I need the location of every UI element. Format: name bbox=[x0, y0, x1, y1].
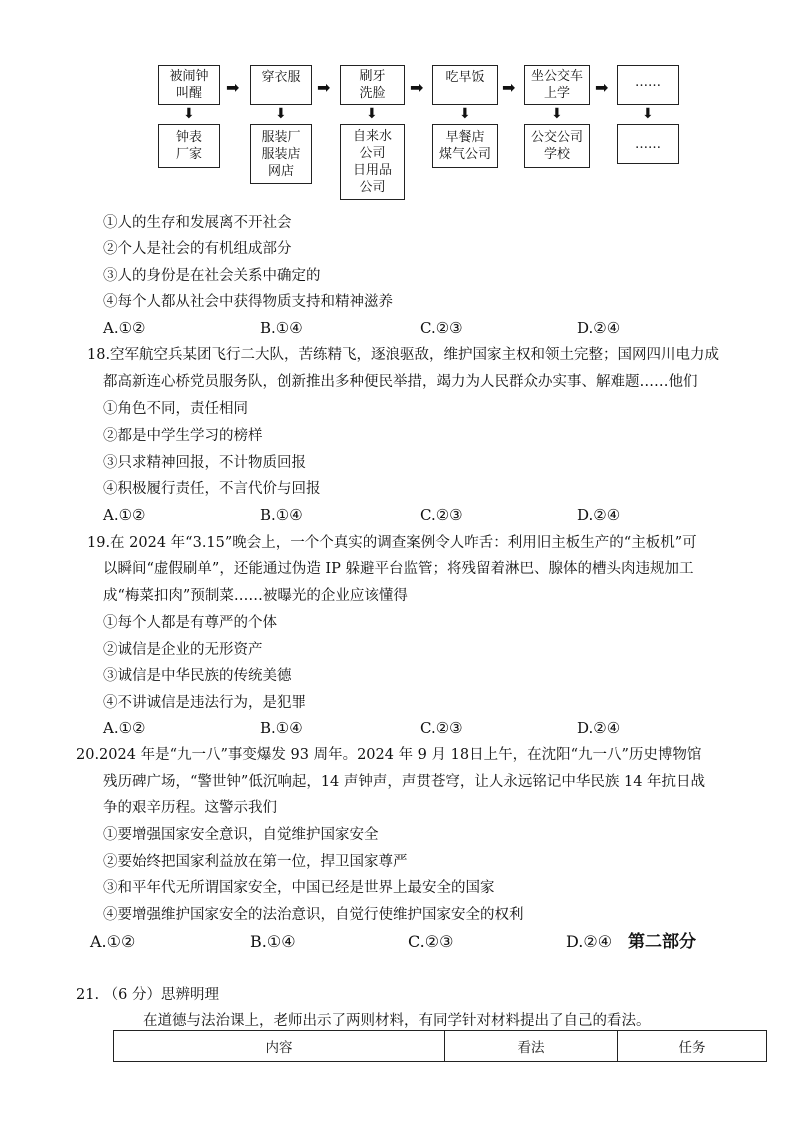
flow-bottom-box-2 bbox=[250, 124, 312, 184]
arrow-down-icon: ⬇ bbox=[459, 106, 471, 122]
option-c[interactable]: C.②③ bbox=[420, 506, 463, 524]
q17-options bbox=[103, 318, 663, 338]
flow-bottom-text: 服装厂 服装店 网店 bbox=[261, 129, 301, 179]
option-d[interactable]: D.②④ bbox=[577, 319, 621, 337]
q17-statement-3: ③人的身份是在社会关系中确定的 bbox=[103, 268, 321, 284]
flow-top-box-5 bbox=[524, 65, 590, 105]
q20-stem-line-2: 残历碑广场，“警世钟”低沉响起，14 声钟声，声贯苍穹，让人永远铭记中华民族 14 年抗日战 bbox=[103, 774, 706, 790]
q20-statement-2: ②要始终把国家利益放在第一位，捍卫国家尊严 bbox=[103, 854, 408, 870]
q19-options bbox=[103, 718, 663, 738]
table-header-row bbox=[114, 1031, 767, 1062]
q17-statement-1: ①人的生存和发展离不开社会 bbox=[103, 215, 292, 231]
q19-statement-1: ①每个人都是有尊严的个体 bbox=[103, 615, 277, 631]
q18-statement-1: ①角色不同，责任相同 bbox=[103, 401, 248, 417]
arrow-right-icon: ➡ bbox=[502, 78, 516, 97]
arrow-right-icon: ➡ bbox=[226, 78, 240, 97]
q18-statement-2: ②都是中学生学习的榜样 bbox=[103, 428, 263, 444]
q20-statement-4: ④要增强维护国家安全的法治意识，自觉行使维护国家安全的权利 bbox=[103, 907, 524, 923]
option-b[interactable]: B.①④ bbox=[260, 319, 303, 337]
q19-stem-line-2: 以瞬间“虚假刷单”，还能通过伪造 IP 躲避平台监管；将残留着淋巴、腺体的槽头肉违规加工 bbox=[103, 561, 694, 577]
q21-intro: 在道德与法治课上，老师出示了两则材料，有同学针对材料提出了自己的看法。 bbox=[143, 1013, 651, 1029]
flow-top-text: 坐公交车 上学 bbox=[530, 69, 583, 101]
arrow-down-icon: ⬇ bbox=[366, 106, 378, 122]
q20-stem-line-1: 20.2024 年是“九一八”事变爆发 93 周年。2024 年 9 月 18日上午，在沈阳“九一八”历史博物馆 bbox=[76, 747, 702, 763]
flow-bottom-box-5 bbox=[524, 124, 590, 168]
flow-top-box-4 bbox=[432, 65, 498, 105]
flow-top-text: 刷牙 洗脸 bbox=[359, 69, 386, 101]
option-d[interactable]: D.②④ bbox=[577, 506, 621, 524]
flow-top-box-6 bbox=[617, 65, 679, 105]
flow-top-text: 被闹钟 叫醒 bbox=[169, 69, 209, 101]
flow-top-box-3 bbox=[340, 65, 405, 105]
q19-statement-3: ③诚信是中华民族的传统美德 bbox=[103, 668, 292, 684]
arrow-down-icon: ⬇ bbox=[183, 106, 195, 122]
q20-stem-line-3: 争的艰辛历程。这警示我们 bbox=[103, 800, 277, 816]
flow-top-box-2 bbox=[250, 65, 312, 105]
q20-statement-3: ③和平年代无所谓国家安全，中国已经是世界上最安全的国家 bbox=[103, 880, 495, 896]
q18-stem-line-1: 18.空军航空兵某团飞行二大队，苦练精飞，逐浪驱敌，维护国家主权和领土完整；国网四川电力成 bbox=[87, 347, 720, 363]
arrow-down-icon: ⬇ bbox=[642, 106, 654, 122]
q20-options bbox=[90, 932, 720, 954]
q18-statement-4: ④积极履行责任，不言代价与回报 bbox=[103, 481, 321, 497]
table-header-opinion: 看法 bbox=[445, 1031, 618, 1062]
table-header-content: 内容 bbox=[114, 1031, 445, 1062]
option-a[interactable]: A.①② bbox=[103, 319, 146, 337]
option-c[interactable]: C.②③ bbox=[420, 719, 463, 737]
q21-title: 21. （6 分）思辨明理 bbox=[76, 987, 220, 1003]
flow-bottom-box-3 bbox=[340, 124, 405, 200]
arrow-right-icon: ➡ bbox=[595, 78, 609, 97]
q18-options bbox=[103, 505, 663, 525]
option-a[interactable]: A.①② bbox=[103, 506, 146, 524]
option-a[interactable]: A.①② bbox=[90, 932, 136, 951]
option-b[interactable]: B.①④ bbox=[250, 932, 296, 951]
flow-bottom-text: 自来水 公司 日用品 公司 bbox=[352, 129, 392, 195]
option-a[interactable]: A.①② bbox=[103, 719, 146, 737]
q18-statement-3: ③只求精神回报，不计物质回报 bbox=[103, 455, 306, 471]
arrow-down-icon: ⬇ bbox=[275, 106, 287, 122]
option-c[interactable]: C.②③ bbox=[420, 319, 463, 337]
q21-table bbox=[113, 1030, 767, 1062]
flow-bottom-text: …… bbox=[635, 136, 661, 152]
flow-bottom-text: 早餐店 煤气公司 bbox=[438, 130, 491, 162]
option-d[interactable]: D.②④ bbox=[566, 932, 613, 951]
q19-statement-4: ④不讲诚信是违法行为，是犯罪 bbox=[103, 695, 306, 711]
arrow-right-icon: ➡ bbox=[317, 78, 331, 97]
table-header-task: 任务 bbox=[618, 1031, 767, 1062]
option-c[interactable]: C.②③ bbox=[408, 932, 454, 951]
flow-bottom-text: 公交公司 学校 bbox=[530, 130, 583, 162]
q18-stem-line-2: 都高新连心桥党员服务队，创新推出多种便民举措，竭力为人民群众办实事、解难题……他们 bbox=[103, 374, 698, 390]
flow-top-text: …… bbox=[635, 75, 661, 90]
option-b[interactable]: B.①④ bbox=[260, 719, 303, 737]
flow-bottom-box-6 bbox=[617, 124, 679, 164]
part-title: 第二部分 bbox=[628, 932, 696, 952]
option-b[interactable]: B.①④ bbox=[260, 506, 303, 524]
flow-bottom-box-1 bbox=[158, 124, 220, 168]
flow-top-text: 吃早饭 bbox=[445, 70, 485, 85]
q17-statement-2: ②个人是社会的有机组成部分 bbox=[103, 241, 292, 257]
q19-stem-line-1: 19.在 2024 年“3.15”晚会上，一个个真实的调查案例令人咋舌：利用旧主板生产的“主板机”可 bbox=[87, 535, 697, 551]
option-d[interactable]: D.②④ bbox=[577, 719, 621, 737]
q20-statement-1: ①要增强国家安全意识，自觉维护国家安全 bbox=[103, 827, 379, 843]
arrow-down-icon: ⬇ bbox=[551, 106, 563, 122]
q19-statement-2: ②诚信是企业的无形资产 bbox=[103, 642, 263, 658]
q17-statement-4: ④每个人都从社会中获得物质支持和精神滋养 bbox=[103, 294, 393, 310]
flow-bottom-box-4 bbox=[432, 124, 498, 168]
arrow-right-icon: ➡ bbox=[410, 78, 424, 97]
flow-top-box-1 bbox=[158, 65, 220, 105]
flow-top-text: 穿衣服 bbox=[261, 70, 301, 85]
q19-stem-line-3: 成“梅菜扣肉”预制菜……被曝光的企业应该懂得 bbox=[103, 588, 408, 604]
flow-bottom-text: 钟表 厂家 bbox=[175, 130, 202, 162]
